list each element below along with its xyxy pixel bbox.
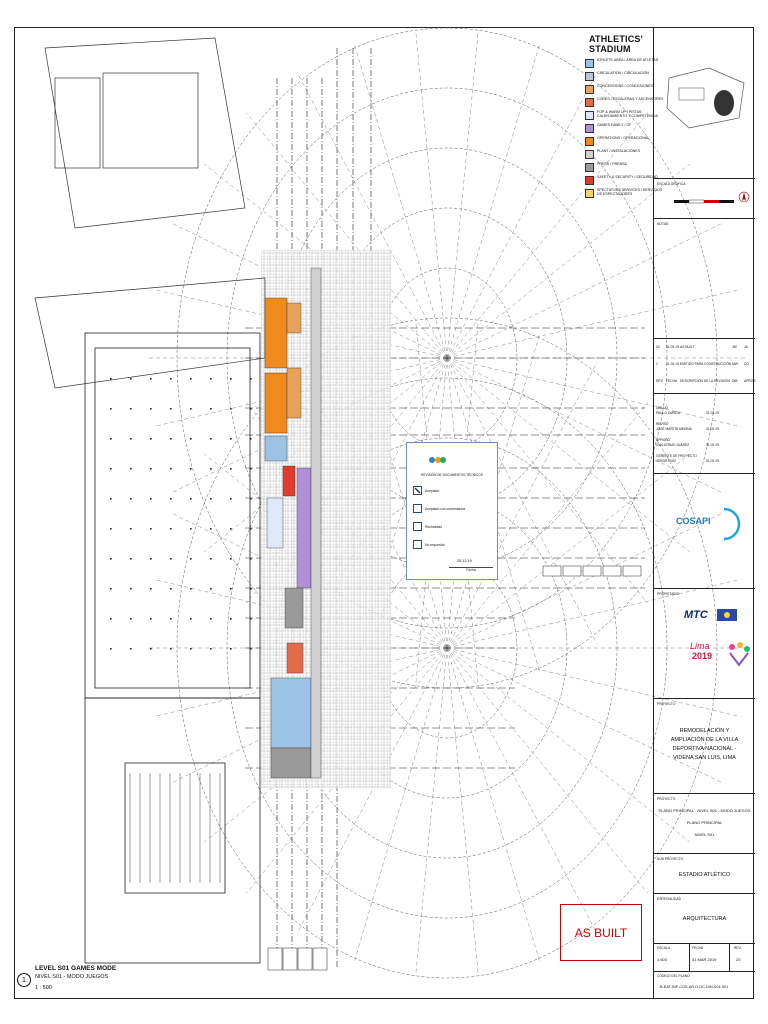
signature-name: JORGE RUÍZ — [656, 459, 676, 463]
drawing-title-line: PLANO PRINCIPAL - NIVEL S01 - MODO JUEGOS — [658, 808, 751, 813]
stamp-option-with-comments — [413, 504, 497, 513]
rev-label: REV. — [734, 946, 742, 950]
checkbox-icon — [413, 522, 422, 531]
contractor — [654, 473, 755, 588]
checkbox-checked-icon — [413, 486, 422, 495]
signature-name: JOSÉ MARTÍN MEDINA — [656, 427, 692, 431]
legend-label: SPECTATORS SERVICES / SERVICIOS DE ESPECTADORES — [597, 188, 663, 197]
subproject — [654, 853, 755, 893]
legend-label: CORES / ESCALERAS Y ASCENSORES — [597, 97, 664, 101]
signature-name: GUILLERMO JUÁREZ — [656, 443, 690, 447]
key-plan-map — [659, 48, 749, 138]
notes-label: NOTAS: — [657, 222, 670, 226]
scale-label: ESCALA — [657, 946, 671, 950]
signature-date: 31.03.19 — [706, 443, 719, 447]
legend-label: ATHLETE AREA / ÁREA DE ATLETAS — [597, 58, 659, 62]
drawing-title-line: PLANO PRINCIPAL — [686, 820, 723, 825]
signature-role: DIBUJÓ — [656, 406, 669, 410]
discipline-name: ARQUITECTURA — [682, 916, 727, 922]
graphic-scale — [654, 178, 755, 218]
graphic-scale-label: ESCALA GRÁFICA — [657, 182, 686, 186]
legend-swatch — [585, 150, 594, 159]
drawing-title — [654, 793, 755, 853]
drawing-code-value: B-EAT-INF-COS-AR-D-DC-DIN-S01-001 — [660, 985, 729, 989]
legend-swatch — [585, 72, 594, 81]
mtc-logo: MTC — [684, 609, 708, 621]
legend-label: SAFETY & SECURITY / SEGURIDAD — [597, 175, 658, 179]
revision-cell: JW — [732, 345, 737, 349]
legend-label: PRESS / PRENSA — [597, 162, 627, 166]
revision-cell: REV — [656, 379, 663, 383]
legend-swatch — [585, 137, 594, 146]
stamp-option-accepted — [413, 486, 497, 495]
project-name: REMODELACIÓN Y AMPLIACIÓN DE LA VILLA DEPORTIVA NACIONAL - VIDENA SAN LUIS, LIMA — [670, 728, 739, 761]
key-plan — [654, 28, 755, 178]
owner-label: PROPIETARIO — [657, 592, 680, 596]
scale-date-rev — [654, 943, 755, 971]
stamp-logo-icon — [427, 455, 447, 465]
lima-logo: Lima — [690, 641, 710, 651]
revision-table — [654, 338, 755, 393]
revision-cell: DIB — [732, 379, 738, 383]
project-label: PROYECTO — [657, 702, 676, 706]
revision-cell: JA — [744, 345, 748, 349]
revision-cell: EMITIDO PARA CONSTRUCCIÓN — [680, 362, 732, 366]
stamp-date-label: Fecha — [449, 567, 493, 572]
stamp-option-rejected — [413, 522, 497, 531]
legend-label: FOP & WARM UP / PISTAS CALENTAMIENTO Y COMPETENCIA — [597, 110, 658, 119]
as-built-label: AS BUILT — [560, 904, 642, 961]
legend-label: PLANT / INSTALACIONES — [597, 149, 641, 153]
signatures — [654, 393, 755, 473]
stamp-header: REVISIÓN DE DOCUMENTOS TÉCNICOS — [421, 473, 483, 477]
drawing-title-label: PROYECTO — [657, 797, 676, 801]
title-block — [653, 28, 755, 998]
legend-swatch — [585, 98, 594, 107]
lima-games-emblem-icon — [726, 641, 752, 667]
scale-bar — [674, 199, 734, 205]
cosapi-logo: COSAPI — [676, 516, 711, 526]
drawing-sheet — [14, 27, 754, 999]
level-scale: 1 : 500 — [35, 985, 52, 991]
stamp-option-label: Rechazado — [425, 524, 443, 529]
drawing-code-label: CÓDIGO DEL PLANO — [657, 974, 690, 978]
signature-name: PAULO ZAPATA — [656, 411, 680, 415]
project — [654, 698, 755, 793]
legend-swatch — [585, 189, 594, 198]
legend-label: GAMES FAMILY / GF — [597, 123, 632, 127]
stamp-date: 25.12.19 — [457, 559, 472, 563]
revision-cell: 31.03.19 — [666, 345, 679, 349]
revision-cell: 1 — [656, 362, 658, 366]
date-value: 31 MAR 2019 — [692, 957, 717, 962]
stamp-option-label: No requerido — [425, 542, 445, 547]
rev-value: 20 — [736, 957, 741, 962]
legend-label: CONCESSIONS / CONCESIONES — [597, 84, 654, 88]
review-stamp — [406, 442, 498, 580]
revision-cell: FECHA — [666, 379, 678, 383]
legend-title: ATHLETICS' STADIUM — [589, 34, 643, 54]
stamp-option-label: Aceptado con comentarios — [425, 506, 466, 511]
checkbox-icon — [413, 540, 422, 549]
discipline — [654, 893, 755, 943]
notes — [654, 218, 755, 338]
signature-role: APROBÓ — [656, 438, 671, 442]
signature-role: GERENTE DE PROYECTO — [656, 454, 697, 458]
floor-plan-drawing — [15, 28, 655, 998]
date-label: FECHA — [692, 946, 704, 950]
view-number: 1 — [17, 973, 31, 987]
signature-date: 31.03.19 — [706, 411, 719, 415]
revision-cell: 21.03.19 — [666, 362, 679, 366]
mtc-flag-icon — [717, 609, 737, 621]
drawing-code — [654, 971, 755, 998]
revision-cell: 20 — [656, 345, 660, 349]
checkbox-icon — [413, 504, 422, 513]
subproject-label: SUB PROYECTO — [657, 857, 684, 861]
cosapi-arc-icon — [720, 507, 746, 541]
legend-swatch — [585, 59, 594, 68]
signature-date: 31.03.19 — [706, 427, 719, 431]
drawing-title-line: NIVEL S01 — [694, 832, 715, 837]
north-arrow-icon — [738, 191, 750, 203]
revision-cell: CO — [744, 362, 749, 366]
revision-cell: APROB — [744, 379, 756, 383]
subproject-name: ESTADIO ATLÉTICO — [678, 872, 731, 878]
lima-year: 2019 — [692, 651, 713, 661]
signature-date: 31.03.19 — [706, 459, 719, 463]
legend-label: CIRCULATION / CIRCULACIÓN — [597, 71, 649, 75]
legend-swatch — [585, 163, 594, 172]
stamp-option-label: Aceptado — [425, 488, 440, 493]
legend-swatch — [585, 111, 594, 120]
legend-swatch — [585, 124, 594, 133]
legend-swatch — [585, 176, 594, 185]
revision-cell: DESCRIPCIÓN DE LA REVISIÓN — [680, 379, 730, 383]
stamp-option-not-required — [413, 540, 497, 549]
revision-cell: MW — [732, 362, 738, 366]
level-title-es: NIVEL S01 - MODO JUEGOS — [35, 974, 109, 980]
level-title-en: LEVEL S01 GAMES MODE — [35, 965, 117, 972]
owner — [654, 588, 755, 698]
revision-cell: AS BUILT — [680, 345, 695, 349]
scale-value: 1:500 — [657, 957, 668, 962]
signature-role: REVISÓ — [656, 422, 669, 426]
discipline-label: ESPECIALIDAD — [657, 897, 682, 901]
legend-swatch — [585, 85, 594, 94]
legend-label: OPERATIONS / OPERACIONAL — [597, 136, 650, 140]
